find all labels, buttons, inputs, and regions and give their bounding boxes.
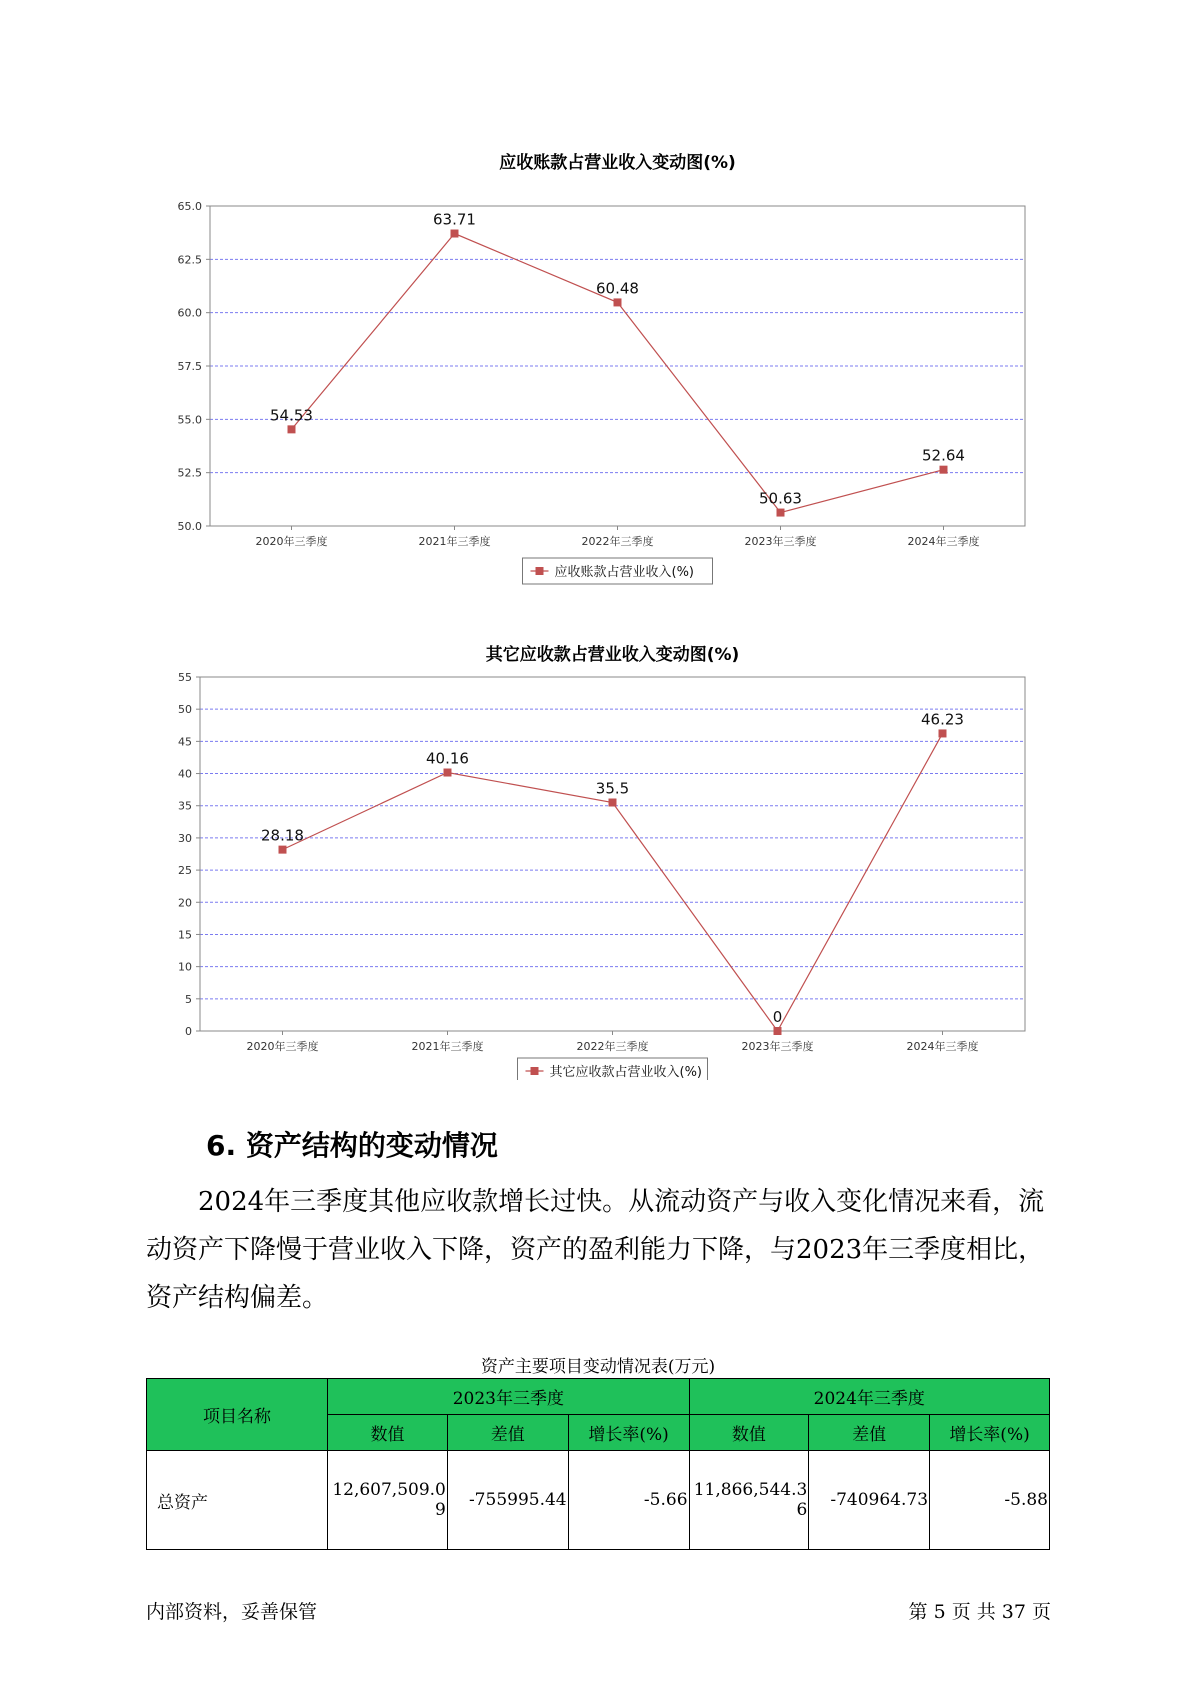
x-tick-label: 2021年三季度 [418, 535, 491, 548]
y-tick-label: 55 [178, 671, 192, 684]
data-label: 63.71 [433, 210, 476, 229]
y-tick-label: 30 [178, 831, 192, 845]
data-point [614, 298, 622, 306]
header-value-2023: 数值 [328, 1415, 448, 1451]
legend-marker [536, 567, 544, 575]
footer-confidential: 内部资料，妥善保管 [146, 1601, 318, 1623]
data-label: 35.5 [595, 779, 630, 798]
row-name: 总资产 [147, 1451, 328, 1550]
data-label: 50.63 [759, 489, 802, 508]
header-value-2024: 数值 [689, 1415, 809, 1451]
data-point [774, 1027, 782, 1035]
y-tick-label: 60.0 [177, 306, 202, 320]
chart-title: 其它应收款占营业收入变动图(%) [485, 645, 740, 665]
receivables-ratio-chart [0, 130, 1191, 600]
data-point [609, 799, 617, 807]
other-receivables-ratio-chart [0, 640, 1191, 1080]
table-caption: 资产主要项目变动情况表(万元) [480, 1357, 716, 1377]
table-header-row [147, 1379, 1050, 1415]
data-label: 40.16 [426, 749, 469, 768]
data-point [279, 846, 287, 854]
cell-value-2023: 12,607,509.09 [328, 1451, 448, 1550]
header-item-name: 项目名称 [147, 1379, 328, 1451]
x-tick-label: 2020年三季度 [246, 1040, 319, 1053]
cell-rate-2024: -5.88 [930, 1451, 1050, 1550]
legend-label: 应收账款占营业收入(%) [554, 565, 694, 580]
y-tick-label: 20 [178, 896, 192, 910]
y-tick-label: 55.0 [177, 413, 202, 427]
header-diff-2024: 差值 [809, 1415, 930, 1451]
data-label: 60.48 [596, 279, 639, 298]
table-row [147, 1451, 1050, 1550]
data-point [777, 509, 785, 517]
x-tick-label: 2021年三季度 [411, 1040, 484, 1053]
legend-marker [531, 1067, 539, 1075]
y-tick-label: 52.5 [177, 466, 202, 480]
cell-diff-2024: -740964.73 [809, 1451, 930, 1550]
y-tick-label: 5 [185, 992, 192, 1006]
x-tick-label: 2024年三季度 [907, 535, 980, 548]
header-period-2024: 2024年三季度 [689, 1379, 1049, 1415]
y-tick-label: 57.5 [177, 360, 202, 373]
y-tick-label: 0 [185, 1025, 192, 1038]
y-tick-label: 35 [178, 799, 192, 813]
legend-label: 其它应收款占营业收入(%) [549, 1065, 702, 1080]
x-tick-label: 2024年三季度 [906, 1040, 979, 1053]
data-point [288, 425, 296, 433]
cell-value-2024: 11,866,544.36 [689, 1451, 809, 1550]
plot-area [200, 677, 1025, 1031]
y-tick-label: 50.0 [177, 520, 202, 533]
data-point [444, 769, 452, 777]
header-rate-2024: 增长率(%) [930, 1415, 1050, 1451]
x-tick-label: 2022年三季度 [581, 535, 654, 548]
y-tick-label: 25 [178, 864, 192, 878]
y-tick-label: 50 [178, 703, 192, 717]
x-tick-label: 2022年三季度 [576, 1040, 649, 1053]
y-tick-label: 15 [178, 928, 192, 942]
data-label: 52.64 [922, 446, 965, 465]
header-period-2023: 2023年三季度 [328, 1379, 689, 1415]
data-label: 0 [772, 1008, 783, 1026]
series-line [292, 234, 944, 513]
asset-change-table [146, 1378, 1050, 1550]
y-tick-label: 10 [178, 960, 192, 974]
y-tick-label: 40 [178, 767, 192, 781]
chart-legend [518, 1058, 708, 1080]
y-tick-label: 45 [178, 735, 192, 749]
data-label: 28.18 [261, 826, 304, 845]
section-title: 6. 资产结构的变动情况 [206, 1129, 498, 1162]
chart-legend [523, 558, 713, 584]
data-point [940, 466, 948, 474]
data-point [939, 729, 947, 737]
y-tick-label: 62.5 [177, 253, 202, 267]
series-line [283, 733, 943, 1031]
header-rate-2023: 增长率(%) [568, 1415, 689, 1451]
section-paragraph [146, 1178, 1056, 1322]
x-tick-label: 2023年三季度 [744, 535, 817, 548]
section-paragraph-text: 2024年三季度其他应收款增长过快。从流动资产与收入变化情况来看，流动资产下降慢于营业收入下降，资产的盈利能力下降，与2023年三季度相比，资产结构偏差。 [146, 1187, 1045, 1313]
x-tick-label: 2023年三季度 [741, 1040, 814, 1053]
x-tick-label: 2020年三季度 [255, 535, 328, 548]
y-tick-label: 65.0 [177, 200, 202, 213]
header-diff-2023: 差值 [447, 1415, 568, 1451]
chart-title: 应收账款占营业收入变动图(%) [499, 153, 736, 173]
cell-diff-2023: -755995.44 [447, 1451, 568, 1550]
data-point [451, 230, 459, 238]
cell-rate-2023: -5.66 [568, 1451, 689, 1550]
data-label: 54.53 [270, 406, 313, 425]
footer-page-number: 第 5 页 共 37 页 [908, 1601, 1051, 1623]
data-label: 46.23 [921, 710, 964, 729]
